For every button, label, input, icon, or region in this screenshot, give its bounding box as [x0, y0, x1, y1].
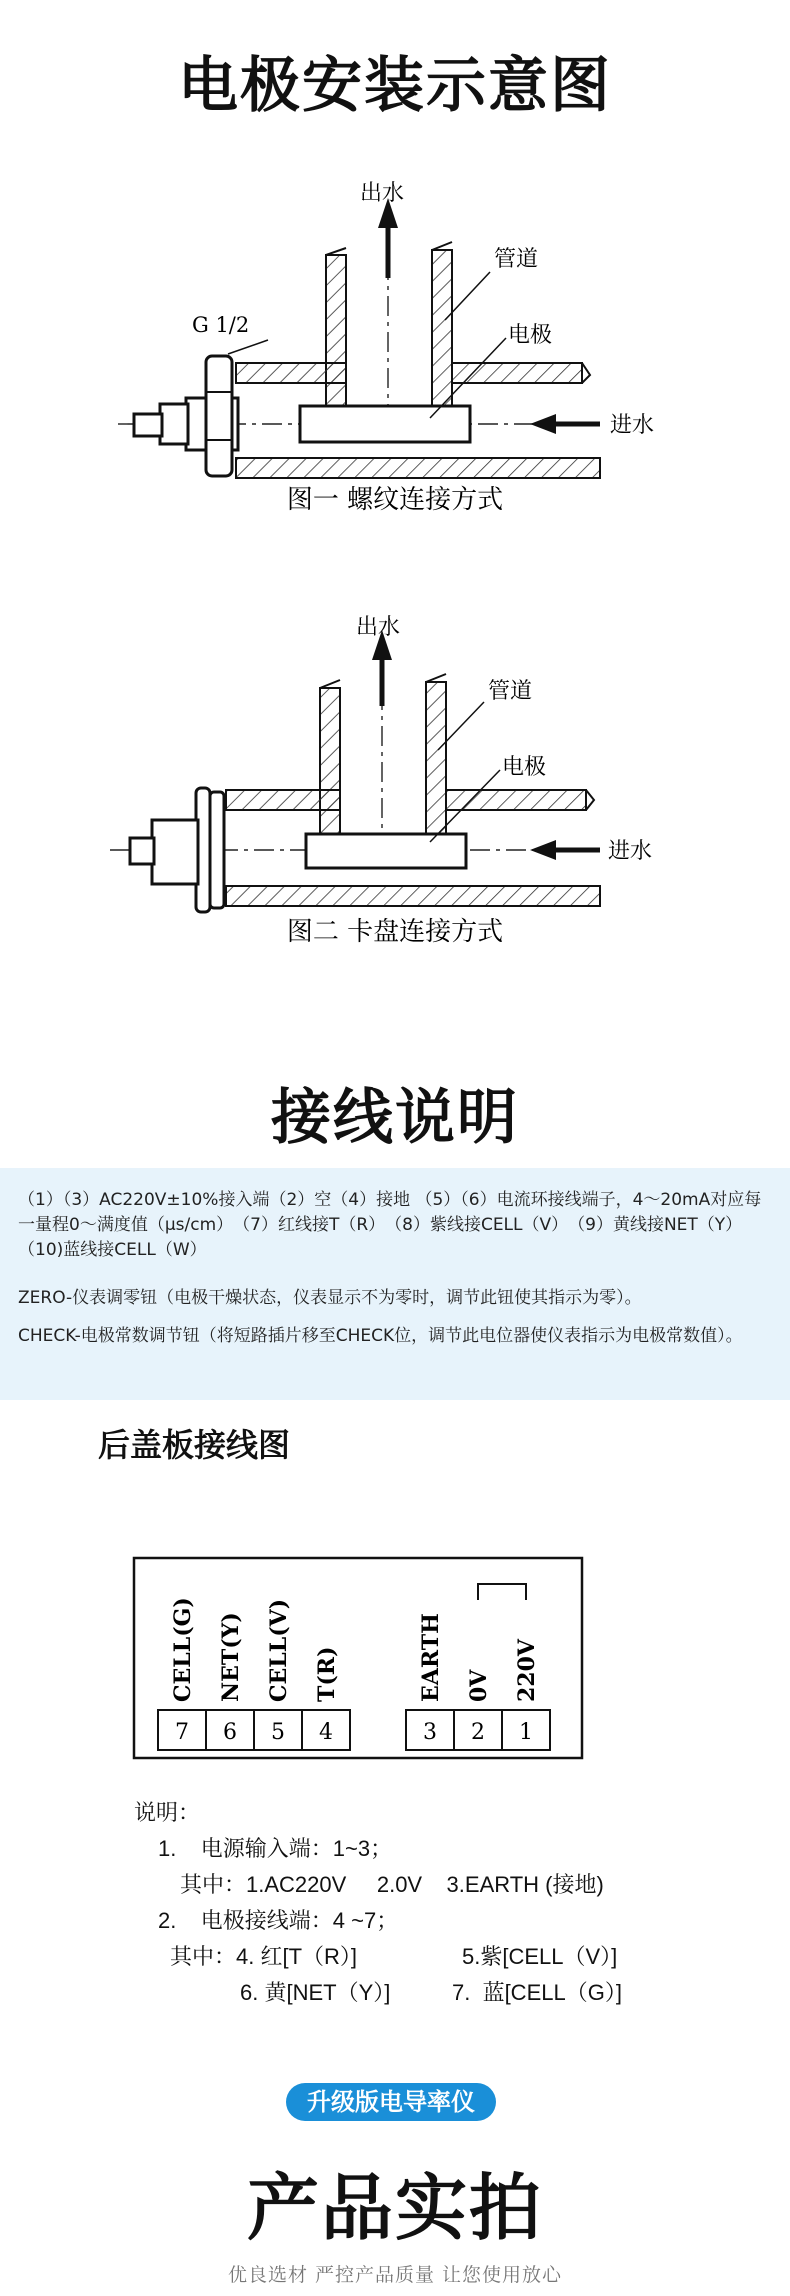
- fig1-thread-label: G 1/2: [192, 313, 250, 337]
- fig2-outlet-label: 出水: [356, 615, 401, 640]
- notes-line-5: 6. 黄[NET（Y）]: [240, 1980, 391, 2005]
- notes-line-4: 其中：4. 红[T（R）]: [170, 1944, 358, 1969]
- terminal-number-6: 6: [223, 1720, 237, 1745]
- fig2-pipe-label: 管道: [488, 679, 533, 704]
- terminal-label-7: CELL(G): [170, 1597, 196, 1702]
- back-panel-heading: 后盖板接线图: [98, 1426, 291, 1464]
- terminal-diagram: [0, 1550, 790, 1770]
- product-photo-title: 产品实拍: [246, 2166, 543, 2250]
- fig1-outlet-label: 出水: [360, 181, 405, 206]
- terminal-label-2: 0V: [466, 1669, 492, 1702]
- fig1-pipe-label: 管道: [494, 247, 539, 272]
- terminal-number-2: 2: [471, 1720, 485, 1745]
- notes-line-4b: 5.紫[CELL（V）]: [462, 1944, 618, 1969]
- product-slogan: 优良选材 严控产品质量 让您使用放心: [227, 2264, 563, 2286]
- figure-threaded-connection: [0, 170, 790, 530]
- fig1-inlet-label: 进水: [610, 413, 655, 438]
- wiring-info-terminals: （1）（3）AC220V±10%接入端（2）空（4）接地 （5）（6）电流环接线端子，4～20mA对应每一量程0～满度值（μs/cm） （7）红线接T（R） （8）紫线接CELL（V） （9）黄线接NET（Y）（10)蓝线接CELL（W）: [18, 1190, 762, 1260]
- upgrade-badge: 升级版电导率仪: [286, 2083, 496, 2121]
- terminal-number-3: 3: [423, 1720, 437, 1745]
- notes-line-2: 其中：1.AC220V 2.0V 3.EARTH (接地): [180, 1872, 604, 1897]
- terminal-number-5: 5: [271, 1720, 285, 1745]
- fig1-electrode-label: 电极: [508, 323, 553, 348]
- fig2-electrode-label: 电极: [502, 755, 547, 780]
- fig1-caption: 图一 螺纹连接方式: [286, 485, 504, 515]
- page-title-installation: 电极安装示意图: [178, 51, 612, 121]
- page-title-wiring: 接线说明: [271, 1083, 519, 1153]
- wiring-info-panel: [0, 1168, 790, 1400]
- wiring-info-zero: ZERO-仪表调零钮（电极干燥状态，仪表显示不为零时，调节此钮使其指示为零）。: [18, 1288, 642, 1308]
- terminal-label-3: EARTH: [418, 1613, 444, 1702]
- terminal-label-6: NET(Y): [218, 1612, 244, 1702]
- terminal-number-1: 1: [519, 1720, 533, 1745]
- terminal-label-5: CELL(V): [266, 1598, 292, 1702]
- figure-clamp-connection: [0, 610, 790, 950]
- terminal-number-7: 7: [175, 1720, 189, 1745]
- terminal-label-4: T(R): [314, 1646, 340, 1702]
- terminal-label-1: 220V: [514, 1639, 540, 1702]
- terminal-number-4: 4: [319, 1720, 333, 1745]
- notes-line-5b: 7. 蓝[CELL（G）]: [452, 1980, 622, 2005]
- wiring-info-check: CHECK-电极常数调节钮（将短路插片移至CHECK位，调节此电位器使仪表指示为电极常数值）。: [18, 1326, 743, 1346]
- fig2-caption: 图二 卡盘连接方式: [286, 917, 504, 947]
- notes-heading: 说明：: [134, 1800, 201, 1825]
- notes-line-1: 1. 电源输入端：1~3；: [158, 1836, 393, 1861]
- notes-line-3: 2. 电极接线端：4 ~7；: [158, 1908, 399, 1933]
- fig2-inlet-label: 进水: [608, 839, 653, 864]
